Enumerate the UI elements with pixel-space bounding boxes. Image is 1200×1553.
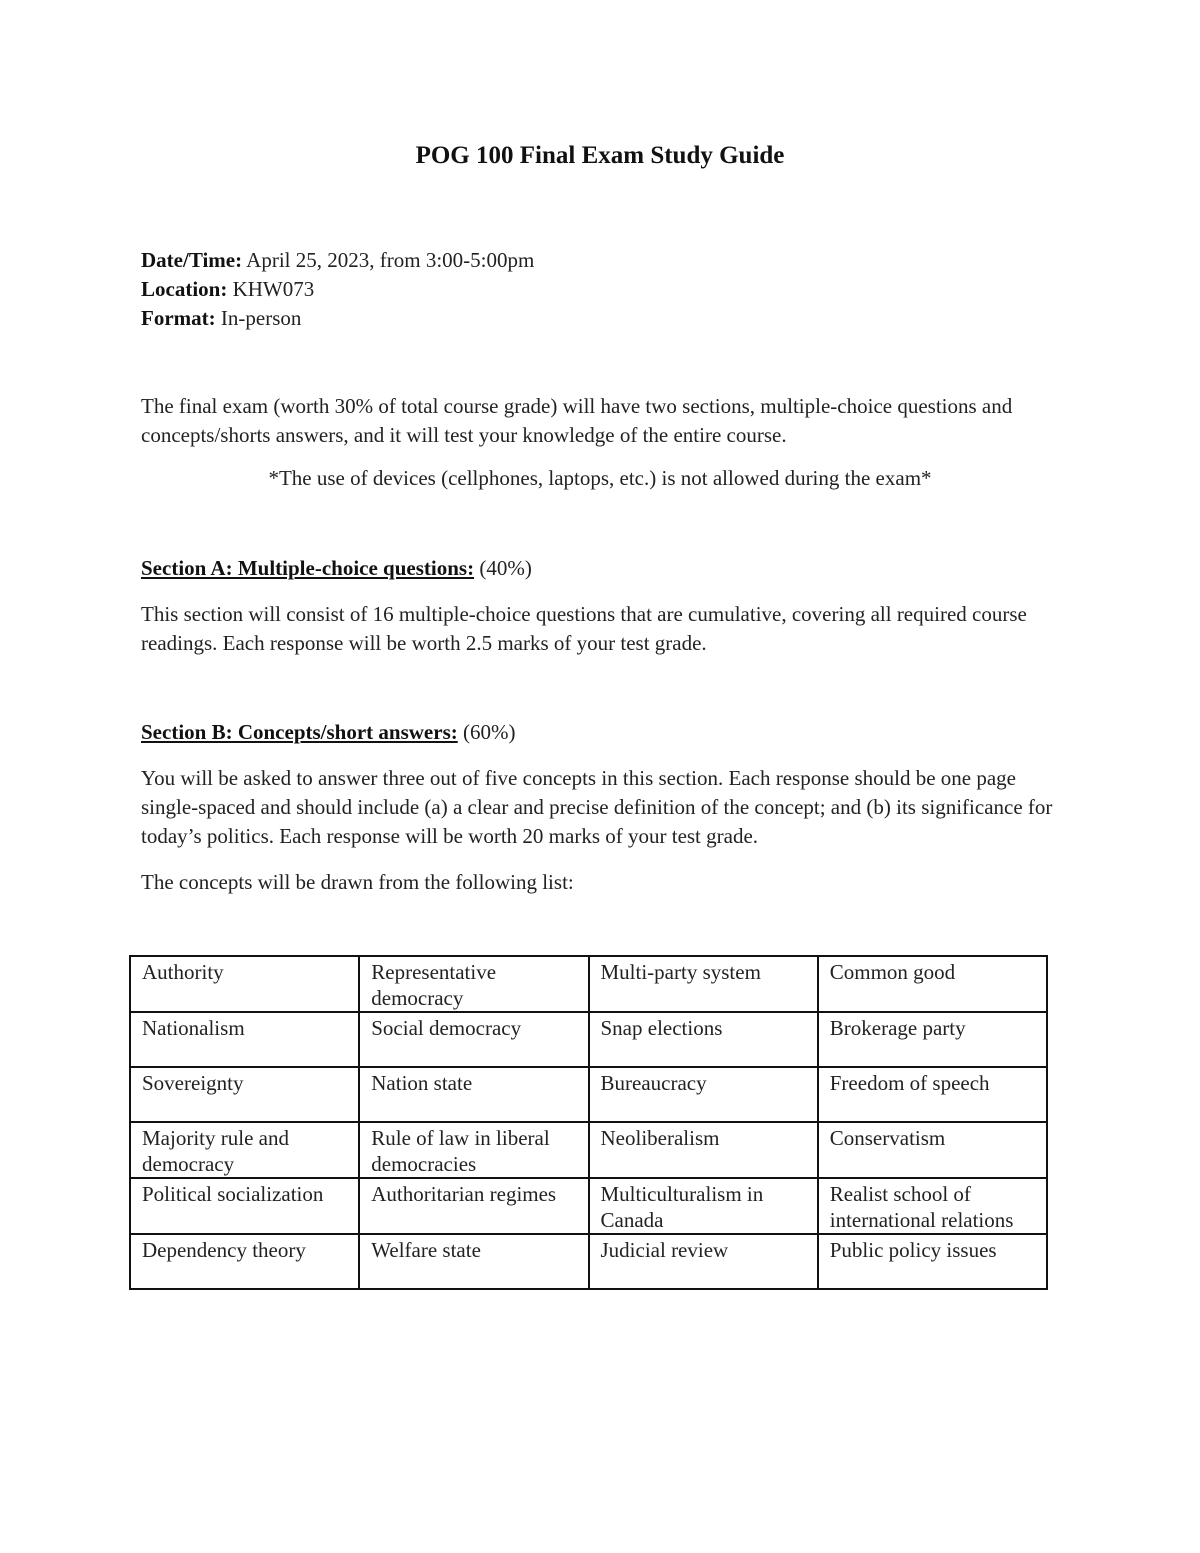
table-row <box>130 956 1047 1012</box>
datetime-line <box>141 246 534 275</box>
page-title: POG 100 Final Exam Study Guide <box>415 142 785 169</box>
table-cell: Majority rule and democracy <box>130 1122 359 1178</box>
table-cell: Conservatism <box>818 1122 1047 1178</box>
table-cell: Realist school of international relations <box>818 1178 1047 1234</box>
intro-paragraph: The final exam (worth 30% of total course grade) will have two sections, multiple-choice questions and concepts/shorts answers, and it will test your knowledge of the entire course. <box>141 394 1013 447</box>
table-row <box>130 1067 1047 1122</box>
exam-details <box>141 246 534 333</box>
table-cell: Dependency theory <box>130 1234 359 1289</box>
section-b-weight: (60%) <box>457 720 516 744</box>
table-cell: Common good <box>818 956 1047 1012</box>
concepts-list-intro: The concepts will be drawn from the following list: <box>141 870 574 894</box>
table-cell: Brokerage party <box>818 1012 1047 1067</box>
table-row <box>130 1178 1047 1234</box>
table-row <box>130 1122 1047 1178</box>
location-label: Location: <box>141 277 228 301</box>
table-cell: Multiculturalism in Canada <box>589 1178 818 1234</box>
table-cell: Freedom of speech <box>818 1067 1047 1122</box>
section-b-body: You will be asked to answer three out of five concepts in this section. Each response should be one page single-spaced and should include (a) a clear and precise definition of the concept; and (b) its significance for today’s politics. Each response will be worth 20 marks of your test grade. <box>141 766 1053 848</box>
table-cell: Sovereignty <box>130 1067 359 1122</box>
section-a-heading <box>141 556 532 581</box>
table-cell: Multi-party system <box>589 956 818 1012</box>
table-cell: Representative democracy <box>359 956 588 1012</box>
table-cell: Neoliberalism <box>589 1122 818 1178</box>
table-cell: Social democracy <box>359 1012 588 1067</box>
format-value: In-person <box>215 306 302 330</box>
table-cell: Rule of law in liberal democracies <box>359 1122 588 1178</box>
table-cell: Nation state <box>359 1067 588 1122</box>
format-label: Format: <box>141 306 216 330</box>
table-cell: Authoritarian regimes <box>359 1178 588 1234</box>
section-a-weight: (40%) <box>474 556 532 580</box>
location-line <box>141 275 534 304</box>
format-line <box>141 304 534 333</box>
table-row <box>130 1234 1047 1289</box>
table-cell: Judicial review <box>589 1234 818 1289</box>
section-a-body: This section will consist of 16 multiple-choice questions that are cumulative, covering all required course readings. Each response will be worth 2.5 marks of your test grade. <box>141 602 1027 655</box>
table-cell: Political socialization <box>130 1178 359 1234</box>
table-cell: Nationalism <box>130 1012 359 1067</box>
table-cell: Public policy issues <box>818 1234 1047 1289</box>
table-cell: Welfare state <box>359 1234 588 1289</box>
devices-note: *The use of devices (cellphones, laptops, etc.) is not allowed during the exam* <box>268 466 932 490</box>
table-cell: Snap elections <box>589 1012 818 1067</box>
section-a-title: Section A: Multiple-choice questions: <box>141 556 475 580</box>
concepts-table <box>129 955 1048 1290</box>
table-cell: Authority <box>130 956 359 1012</box>
table-row <box>130 1012 1047 1067</box>
datetime-value: April 25, 2023, from 3:00-5:00pm <box>242 248 535 272</box>
table-cell: Bureaucracy <box>589 1067 818 1122</box>
section-b-heading <box>141 720 515 745</box>
location-value: KHW073 <box>227 277 315 301</box>
datetime-label: Date/Time: <box>141 248 243 272</box>
section-b-title: Section B: Concepts/short answers: <box>141 720 458 744</box>
